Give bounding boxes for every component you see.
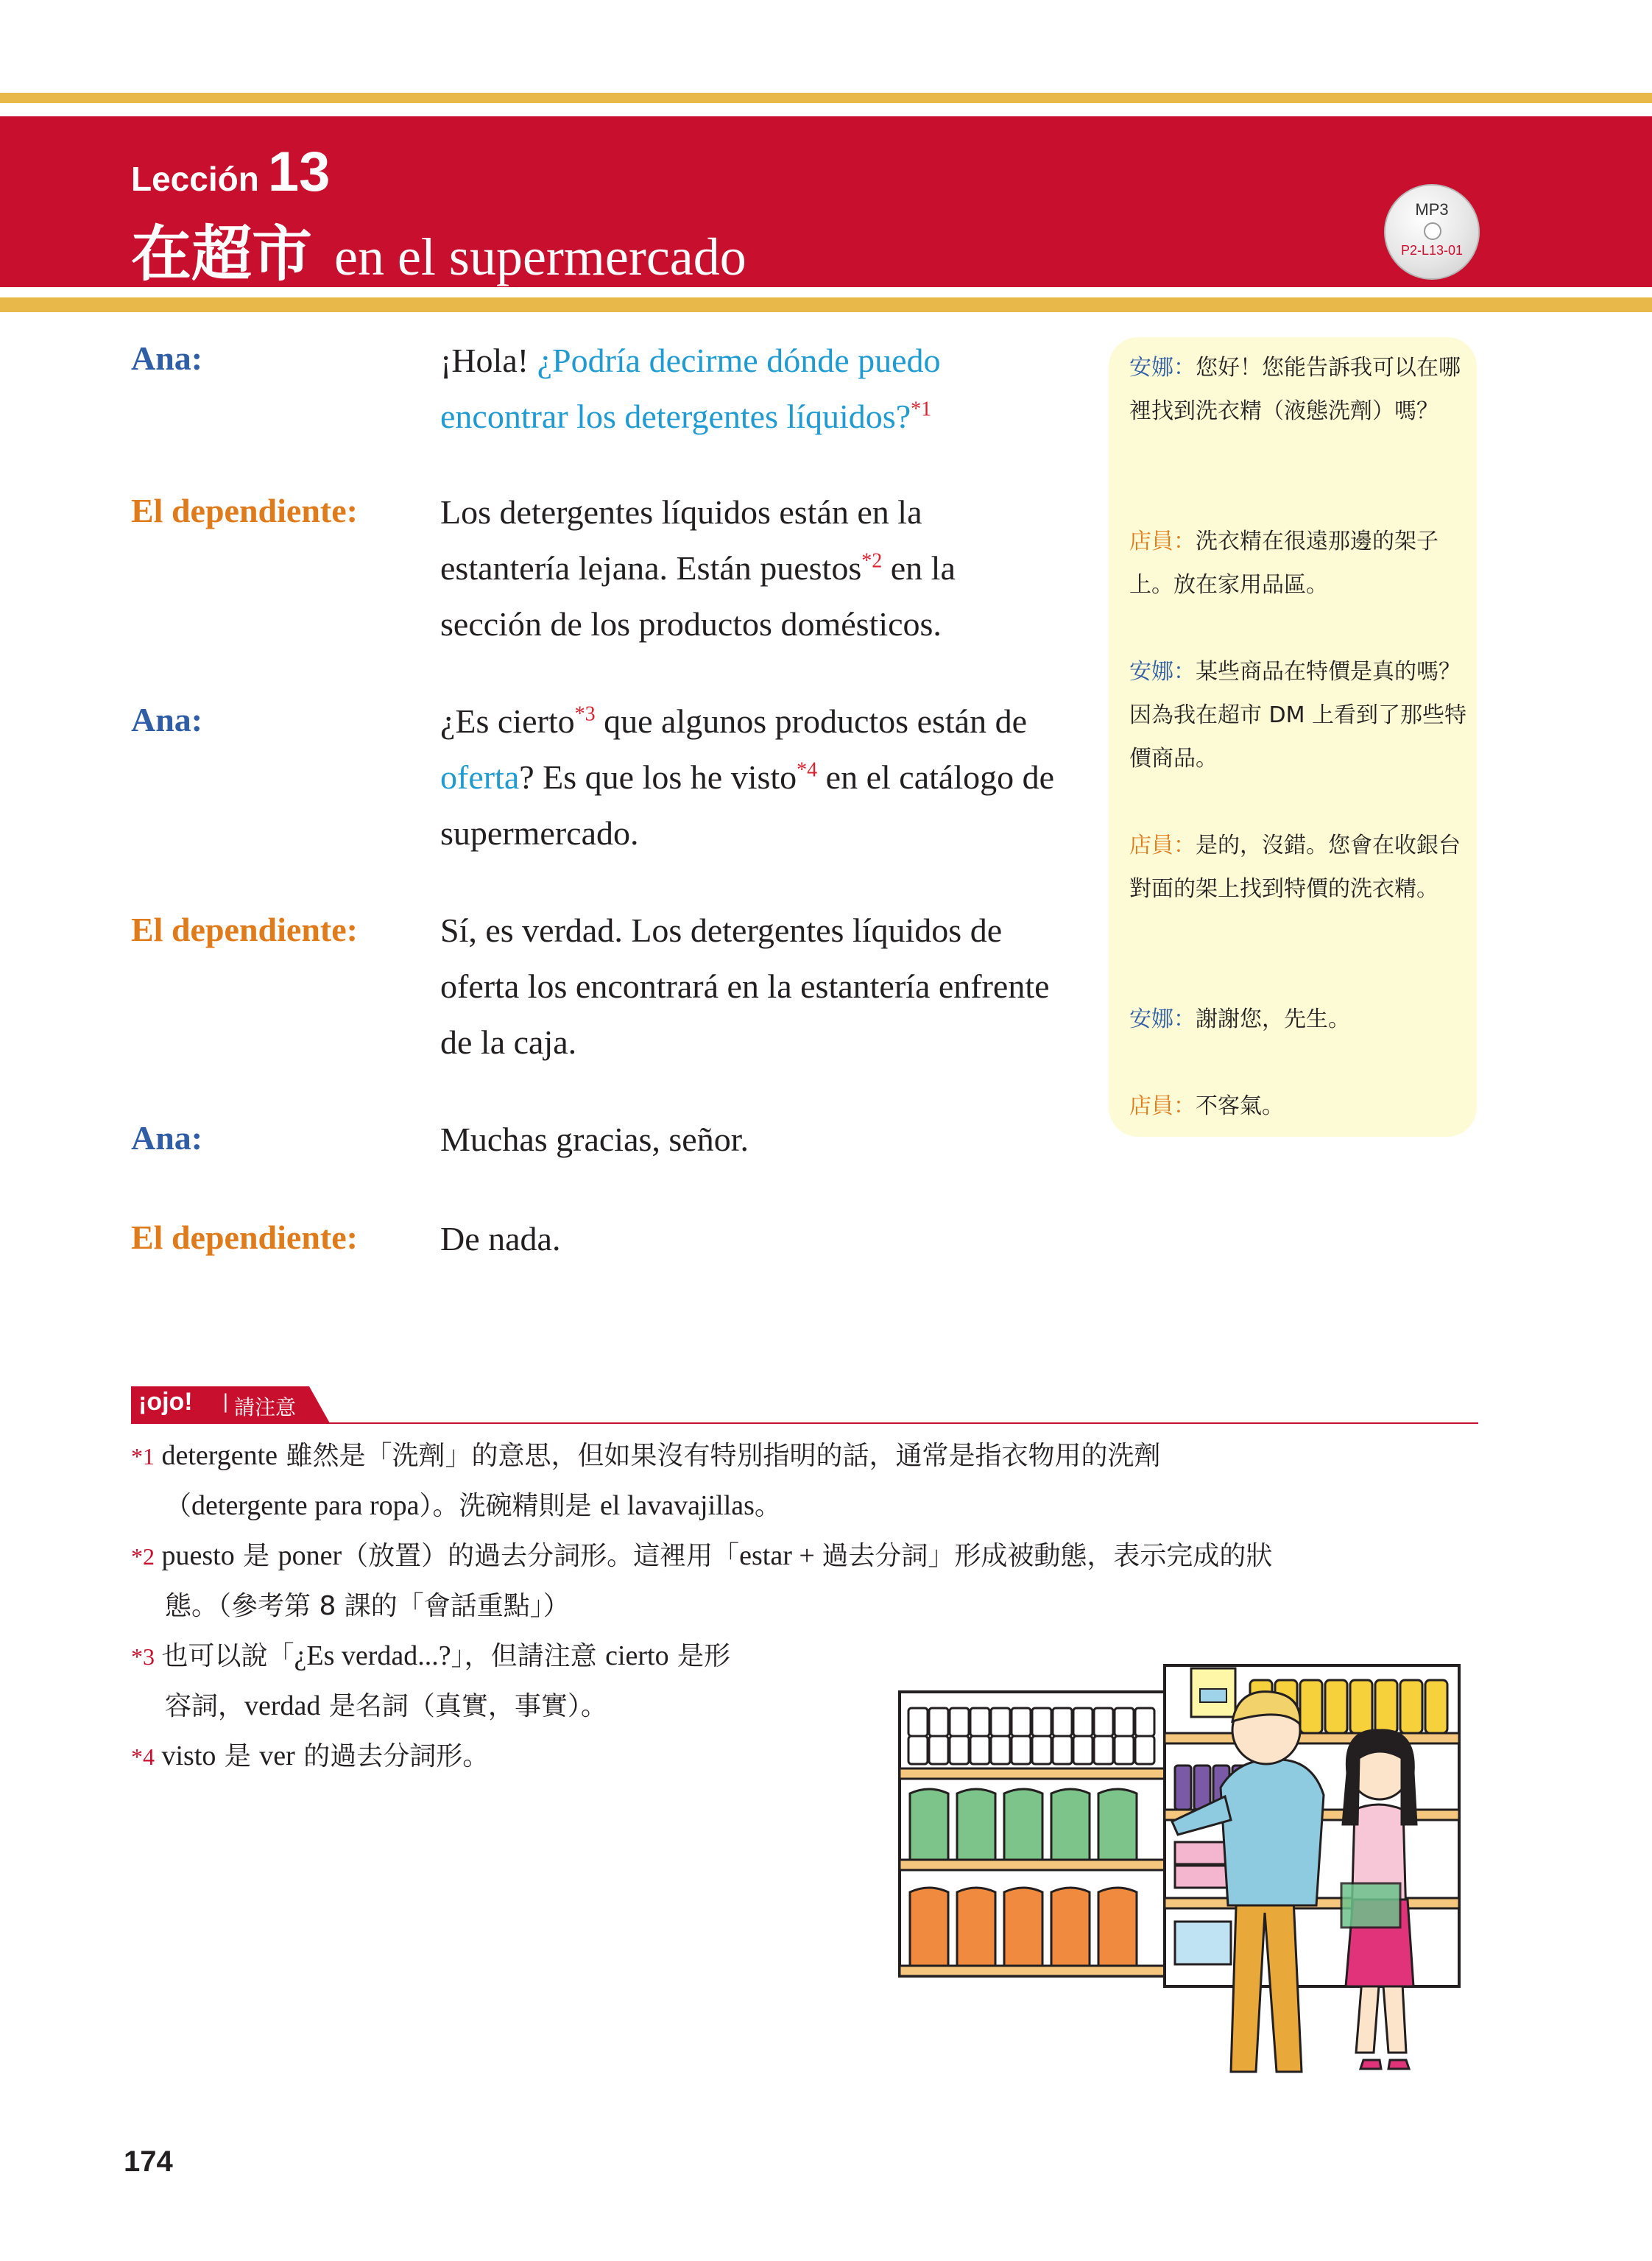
dialogue-line-1 <box>440 333 1059 445</box>
footnote-mark: *4 <box>797 758 818 782</box>
translation-text: 洗衣精在很遠那邊的架子上。放在家用品區。 <box>1129 529 1439 598</box>
dialogue-line-2 <box>440 484 1059 652</box>
note-text: 是形 <box>668 1641 731 1671</box>
dialogue-line-3 <box>440 694 1059 861</box>
note-2-line-2 <box>131 1581 570 1632</box>
highlighted-word: oferta <box>440 758 520 796</box>
translation-speaker: 安娜： <box>1129 659 1196 685</box>
note-text: 。 <box>754 1491 781 1521</box>
dialogue-line-6: De nada. <box>440 1220 561 1258</box>
lesson-number: 13 <box>267 141 331 203</box>
note-mark: *4 <box>131 1743 155 1770</box>
dialogue-text: Los detergentes líquidos están en la estantería lejana. Están puestos <box>440 493 922 587</box>
translation-speaker: 安娜： <box>1129 355 1196 381</box>
lesson-title-zh: 在超市 <box>131 219 313 289</box>
dialogue-text: que algunos productos están de <box>595 702 1028 740</box>
note-text: 也可以說「 <box>161 1641 294 1671</box>
translation-text: 不客氣。 <box>1196 1093 1284 1119</box>
dialogue-text: ¡Hola! <box>440 342 537 379</box>
speaker-dependiente: El dependiente: <box>131 492 358 529</box>
dialogue-text: en el catálogo de supermercado. <box>440 758 1055 852</box>
note-mark: *2 <box>131 1543 155 1570</box>
translation-speaker: 店員： <box>1129 529 1196 554</box>
supermarket-illustration <box>892 1662 1466 2075</box>
mp3-label: MP3 <box>1415 200 1449 219</box>
translation-speaker: 店員： <box>1129 1093 1196 1119</box>
ojo-rule <box>131 1422 1478 1424</box>
ojo-subtitle: 請注意 <box>234 1395 297 1419</box>
speaker-dependiente: El dependiente: <box>131 1218 358 1256</box>
disc-hole-icon <box>1424 222 1441 240</box>
note-text: verdad <box>244 1690 321 1721</box>
note-text: 容詞， <box>165 1691 245 1721</box>
lesson-word: Lección <box>131 160 259 198</box>
dialogue-line-4: Sí, es verdad. Los detergentes líquidos de oferta los encontrará en la estantería enfrente de la caja. <box>440 911 1050 1061</box>
translation-speaker: 安娜： <box>1129 1006 1196 1032</box>
translation-line-4 <box>1129 824 1468 911</box>
ojo-separator: | <box>222 1391 229 1413</box>
note-mark: *3 <box>131 1643 155 1670</box>
note-text: 是 <box>234 1541 278 1571</box>
note-3-line-1 <box>131 1631 730 1682</box>
note-text: el lavavajillas <box>599 1490 755 1521</box>
note-mark: *1 <box>131 1443 155 1470</box>
footnote-mark: *2 <box>861 549 883 573</box>
note-text: ）。洗碗精則是 <box>419 1491 600 1521</box>
dialogue-text: ? Es que los he visto <box>519 758 797 796</box>
note-text: 是 <box>216 1741 260 1771</box>
footnote-mark: *1 <box>911 398 932 421</box>
lesson-title <box>131 206 746 292</box>
note-text: detergente para ropa <box>191 1490 420 1521</box>
lesson-title-es: en el supermercado <box>334 227 746 286</box>
top-gold-rule <box>0 93 1652 103</box>
note-text: 態。（參考第 8 課的「會話重點」） <box>165 1591 570 1621</box>
note-text: ¿Es verdad...? <box>294 1640 451 1671</box>
note-text: puesto <box>161 1540 235 1571</box>
dialogue-text: ¿Es cierto <box>440 702 575 740</box>
translation-speaker: 店員： <box>1129 833 1196 858</box>
note-1-line-1 <box>131 1431 1161 1481</box>
note-text: 雖然是「洗劑」的意思，但如果沒有特別指明的話，通常是指衣物用的洗劑 <box>278 1441 1161 1471</box>
highlighted-phrase: ¿Podría decirme dónde puedo encontrar los detergentes líquidos? <box>440 342 941 435</box>
note-text: visto <box>161 1740 216 1771</box>
translation-text: 您好！您能告訴我可以在哪裡找到洗衣精（液態洗劑）嗎？ <box>1129 355 1461 424</box>
note-text: cierto <box>605 1640 669 1671</box>
translation-text: 謝謝您，先生。 <box>1196 1006 1350 1032</box>
footnote-mark: *3 <box>574 702 596 726</box>
speaker-ana: Ana: <box>131 339 203 377</box>
bottom-gold-rule <box>0 297 1652 312</box>
note-text: 過去分詞」形成被動態，表示完成的狀 <box>822 1541 1273 1571</box>
translation-text: 某些商品在特價是真的嗎？因為我在超市 DM 上看到了那些特價商品。 <box>1129 659 1467 772</box>
translation-line-1 <box>1129 346 1468 433</box>
speaker-dependiente: El dependiente: <box>131 911 358 948</box>
note-text: 的過去分詞形。 <box>294 1741 490 1771</box>
translation-line-6 <box>1129 1084 1468 1128</box>
speaker-ana: Ana: <box>131 1119 203 1157</box>
page-number: 174 <box>124 2145 173 2178</box>
note-1-line-2 <box>131 1481 781 1531</box>
translation-line-5 <box>1129 998 1468 1041</box>
mp3-track-code: P2-L13-01 <box>1400 243 1464 258</box>
note-3-line-2 <box>131 1681 607 1732</box>
dialogue-text: en la sección de los productos domésticos. <box>440 549 956 643</box>
note-text: estar + <box>739 1540 822 1571</box>
note-4-line-1 <box>131 1731 489 1782</box>
note-text: （ <box>165 1491 192 1521</box>
lesson-label <box>131 140 330 204</box>
note-text: 」，但請注意 <box>451 1641 606 1671</box>
speaker-ana: Ana: <box>131 701 203 738</box>
note-text: 是名詞（真實，事實）。 <box>320 1691 607 1721</box>
mp3-disc-icon[interactable] <box>1384 184 1480 280</box>
note-text: detergente <box>161 1440 278 1471</box>
translation-line-2 <box>1129 520 1468 607</box>
translation-text: 是的，沒錯。您會在收銀台對面的架上找到特價的洗衣精。 <box>1129 833 1461 902</box>
dialogue-line-5: Muchas gracias, señor. <box>440 1121 749 1158</box>
translation-line-3 <box>1129 650 1468 780</box>
note-2-line-1 <box>131 1531 1272 1581</box>
note-text: （放置）的過去分詞形。這裡用「 <box>342 1541 740 1571</box>
note-text: poner <box>278 1540 342 1571</box>
note-text: ver <box>259 1740 295 1771</box>
ojo-label: ¡ojo! <box>138 1388 193 1416</box>
